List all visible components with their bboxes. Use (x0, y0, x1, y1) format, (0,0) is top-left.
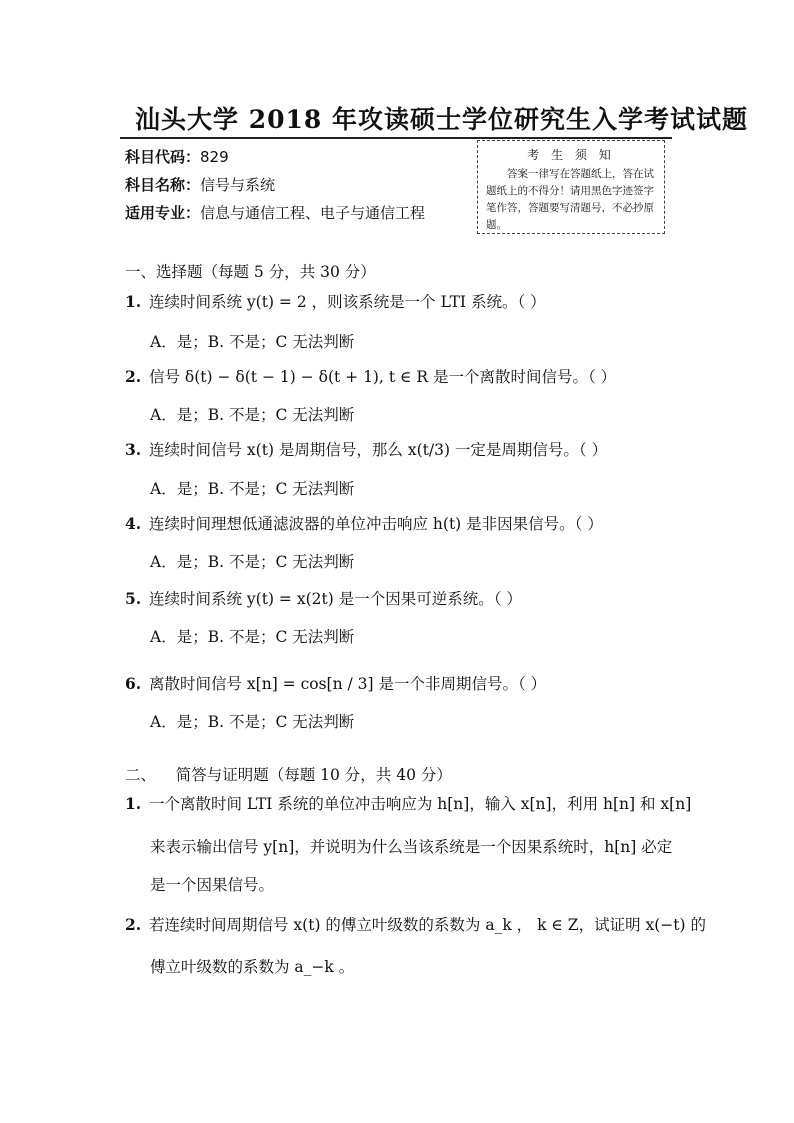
section2-heading: 二、 简答与证明题（每题 10 分，共 40 分） (125, 766, 452, 784)
exam-title: 汕头大学 2018 年攻读硕士学位研究生入学考试试题 (135, 105, 748, 134)
question-number: 1. (125, 794, 142, 813)
question-1-options: A．是；B. 不是；C 无法判断 (150, 333, 355, 351)
major-label: 适用专业： (125, 204, 201, 222)
question-3-options: A．是；B. 不是；C 无法判断 (150, 480, 355, 498)
subject-code-label: 科目代码： (125, 148, 201, 166)
question-text-line1: 一个离散时间 LTI 系统的单位冲击响应为 h[n]，输入 x[n]，利用 h[n] 和 x[n] (149, 795, 692, 813)
notice-body: 答案一律写在答题纸上，答在试题纸上的不得分！请用黑色字迹签字笔作答，答题要写清题号，不必抄原题。 (486, 168, 654, 231)
question-number: 5. (125, 589, 142, 608)
question-text: 连续时间信号 x(t) 是周期信号，那么 x(t/3) 一定是周期信号。（ ） (149, 441, 608, 459)
subject-code-row (125, 146, 229, 167)
essay-question-1-line3: 是一个因果信号。 (150, 876, 275, 894)
candidate-notice-box (477, 140, 665, 234)
question-text: 信号 δ(t) − δ(t − 1) − δ(t + 1), t ∈ R 是一个离散时间信号。（ ） (149, 368, 617, 386)
question-text: 连续时间系统 y(t) = 2 ，则该系统是一个 LTI 系统。（ ） (149, 293, 546, 311)
question-text: 连续时间系统 y(t) = x(2t) 是一个因果可逆系统。（ ） (149, 590, 522, 608)
subject-name-label: 科目名称： (125, 176, 201, 194)
question-number: 2. (125, 915, 142, 934)
question-3 (125, 438, 607, 460)
question-number: 6. (125, 674, 142, 693)
question-4 (125, 512, 603, 534)
subject-code-value: 829 (200, 148, 229, 166)
essay-question-1 (125, 792, 691, 814)
question-2 (125, 365, 616, 387)
question-number: 4. (125, 514, 142, 533)
question-number: 1. (125, 292, 142, 311)
major-value: 信息与通信工程、电子与通信工程 (200, 204, 426, 222)
question-number: 2. (125, 367, 142, 386)
question-text-line1: 若连续时间周期信号 x(t) 的傅立叶级数的系数为 a_k ， k ∈ Z，试证明 x(−t) 的 (149, 916, 706, 934)
title-underline (120, 137, 672, 139)
essay-question-2 (125, 913, 706, 935)
question-5-options: A．是；B. 不是；C 无法判断 (150, 628, 355, 646)
major-row (125, 202, 425, 223)
question-6 (125, 672, 546, 694)
question-number: 3. (125, 440, 142, 459)
essay-question-1-line2: 来表示输出信号 y[n]，并说明为什么当该系统是一个因果系统时，h[n] 必定 (150, 838, 673, 856)
question-text: 离散时间信号 x[n] = cos[n / 3] 是一个非周期信号。（ ） (149, 675, 547, 693)
question-5 (125, 587, 522, 609)
question-text: 连续时间理想低通滤波器的单位冲击响应 h(t) 是非因果信号。（ ） (149, 515, 603, 533)
question-4-options: A．是；B. 不是；C 无法判断 (150, 553, 355, 571)
subject-name-row (125, 174, 275, 195)
question-2-options: A．是；B. 不是；C 无法判断 (150, 406, 355, 424)
essay-question-2-line2: 傅立叶级数的系数为 a_−k 。 (150, 958, 355, 976)
subject-name-value: 信号与系统 (200, 176, 276, 194)
notice-title: 考 生 须 知 (527, 148, 615, 162)
question-1 (125, 290, 546, 312)
section1-heading: 一、选择题（每题 5 分，共 30 分） (125, 263, 376, 281)
question-6-options: A．是；B. 不是；C 无法判断 (150, 713, 355, 731)
